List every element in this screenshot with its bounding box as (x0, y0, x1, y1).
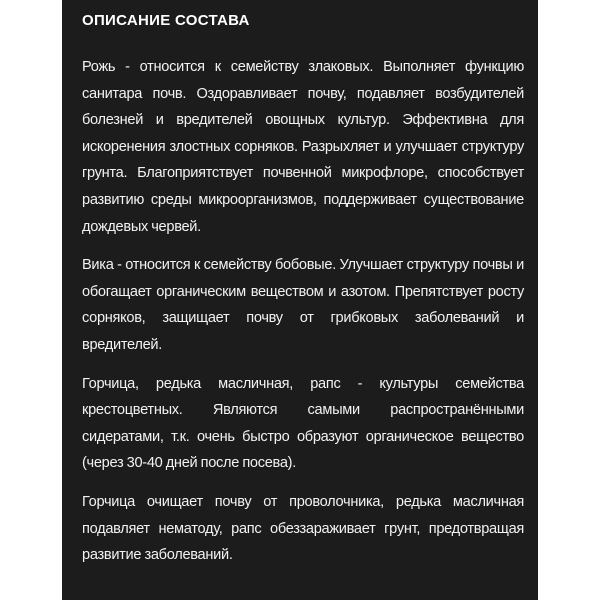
paragraph-rye: Рожь - относится к семейству злаковых. Выполняет функцию санитара почв. Оздоравливает почву, подавляет возбудителей болезней и вредителей овощных культур. Эффективна для искоренения злостных сорняков. Разрыхляет и улучшает структуру грунта. Благоприятствует почвенной микрофлоре, способствует развитию среды микроорганизмов, поддерживает существование дождевых червей. (82, 59, 524, 235)
section-title: ОПИСАНИЕ СОСТАВА (82, 12, 250, 29)
paragraph-vetch: Вика - относится к семейству бобовые. Улучшает структуру почвы и обогащает органическим веществом и азотом. Препятствует росту сорняков, защищает почву от грибковых заболеваний и вредителей. (82, 257, 524, 353)
paragraph-mustard-effects: Горчица очищает почву от проволочника, редька масличная подавляет нематоду, рапс обеззараживает грунт, предотвращая развитие заболеваний. (82, 493, 524, 564)
description-panel (62, 0, 538, 600)
paragraph-crucifers: Горчица, редька масличная, рапс - культуры семейства крестоцветных. Являются самыми распространёнными сидератами, т.к. очень быстро образуют органическое вещество (через 30-40 дней после посева). (82, 375, 524, 472)
